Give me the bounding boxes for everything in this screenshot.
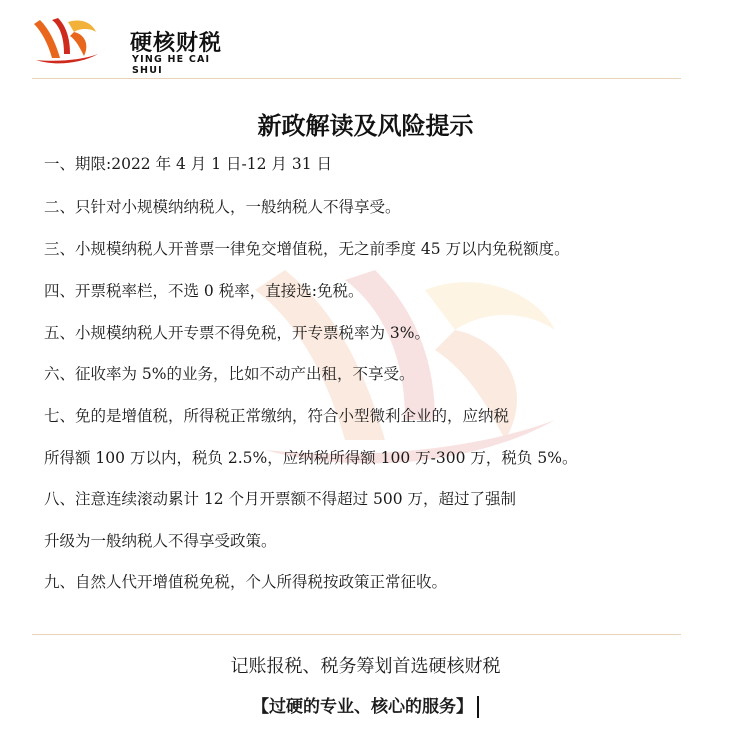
policy-item-7-cont: 所得额 100 万以内，税负 2.5%，应纳税所得额 100 万-300 万，税负 5%。 [44, 449, 578, 467]
policy-item-3: 三、小规模纳税人开普票一律免交增值税，无之前季度 45 万以内免税额度。 [44, 240, 570, 258]
footer-motto-text: 【过硬的专业、核心的服务】 [252, 697, 473, 717]
page-title: 新政解读及风险提示 [257, 111, 474, 140]
header-divider [32, 78, 681, 79]
policy-item-2: 二、只针对小规模纳纳税人，一般纳税人不得享受。 [44, 198, 401, 216]
brand-logo [30, 14, 230, 76]
footer-motto [0, 692, 731, 718]
brand-mark-icon [30, 14, 102, 66]
policy-item-8-cont: 升级为一般纳税人不得享受政策。 [44, 532, 277, 550]
footer-divider [32, 634, 681, 635]
policy-item-4: 四、开票税率栏，不选 0 税率，直接选:免税。 [44, 282, 364, 300]
policy-item-5: 五、小规模纳税人开专票不得免税，开专票税率为 3%。 [44, 324, 431, 342]
policy-item-1: 一、期限:2022 年 4 月 1 日-12 月 31 日 [44, 155, 332, 173]
policy-item-6: 六、征收率为 5%的业务，比如不动产出租，不享受。 [44, 365, 415, 383]
policy-item-7: 七、免的是增值税，所得税正常缴纳，符合小型微利企业的，应纳税 [44, 407, 510, 425]
brand-name-en: YING HE CAI SHUI [132, 54, 211, 76]
brand-name-cn: 硬核财税 [130, 31, 223, 56]
footer-slogan: 记账报税、税务筹划首选硬核财税 [230, 656, 501, 677]
policy-item-9: 九、自然人代开增值税免税，个人所得税按政策正常征收。 [44, 573, 448, 591]
text-cursor [477, 696, 479, 718]
policy-item-8: 八、注意连续滚动累计 12 个月开票额不得超过 500 万，超过了强制 [44, 490, 517, 508]
